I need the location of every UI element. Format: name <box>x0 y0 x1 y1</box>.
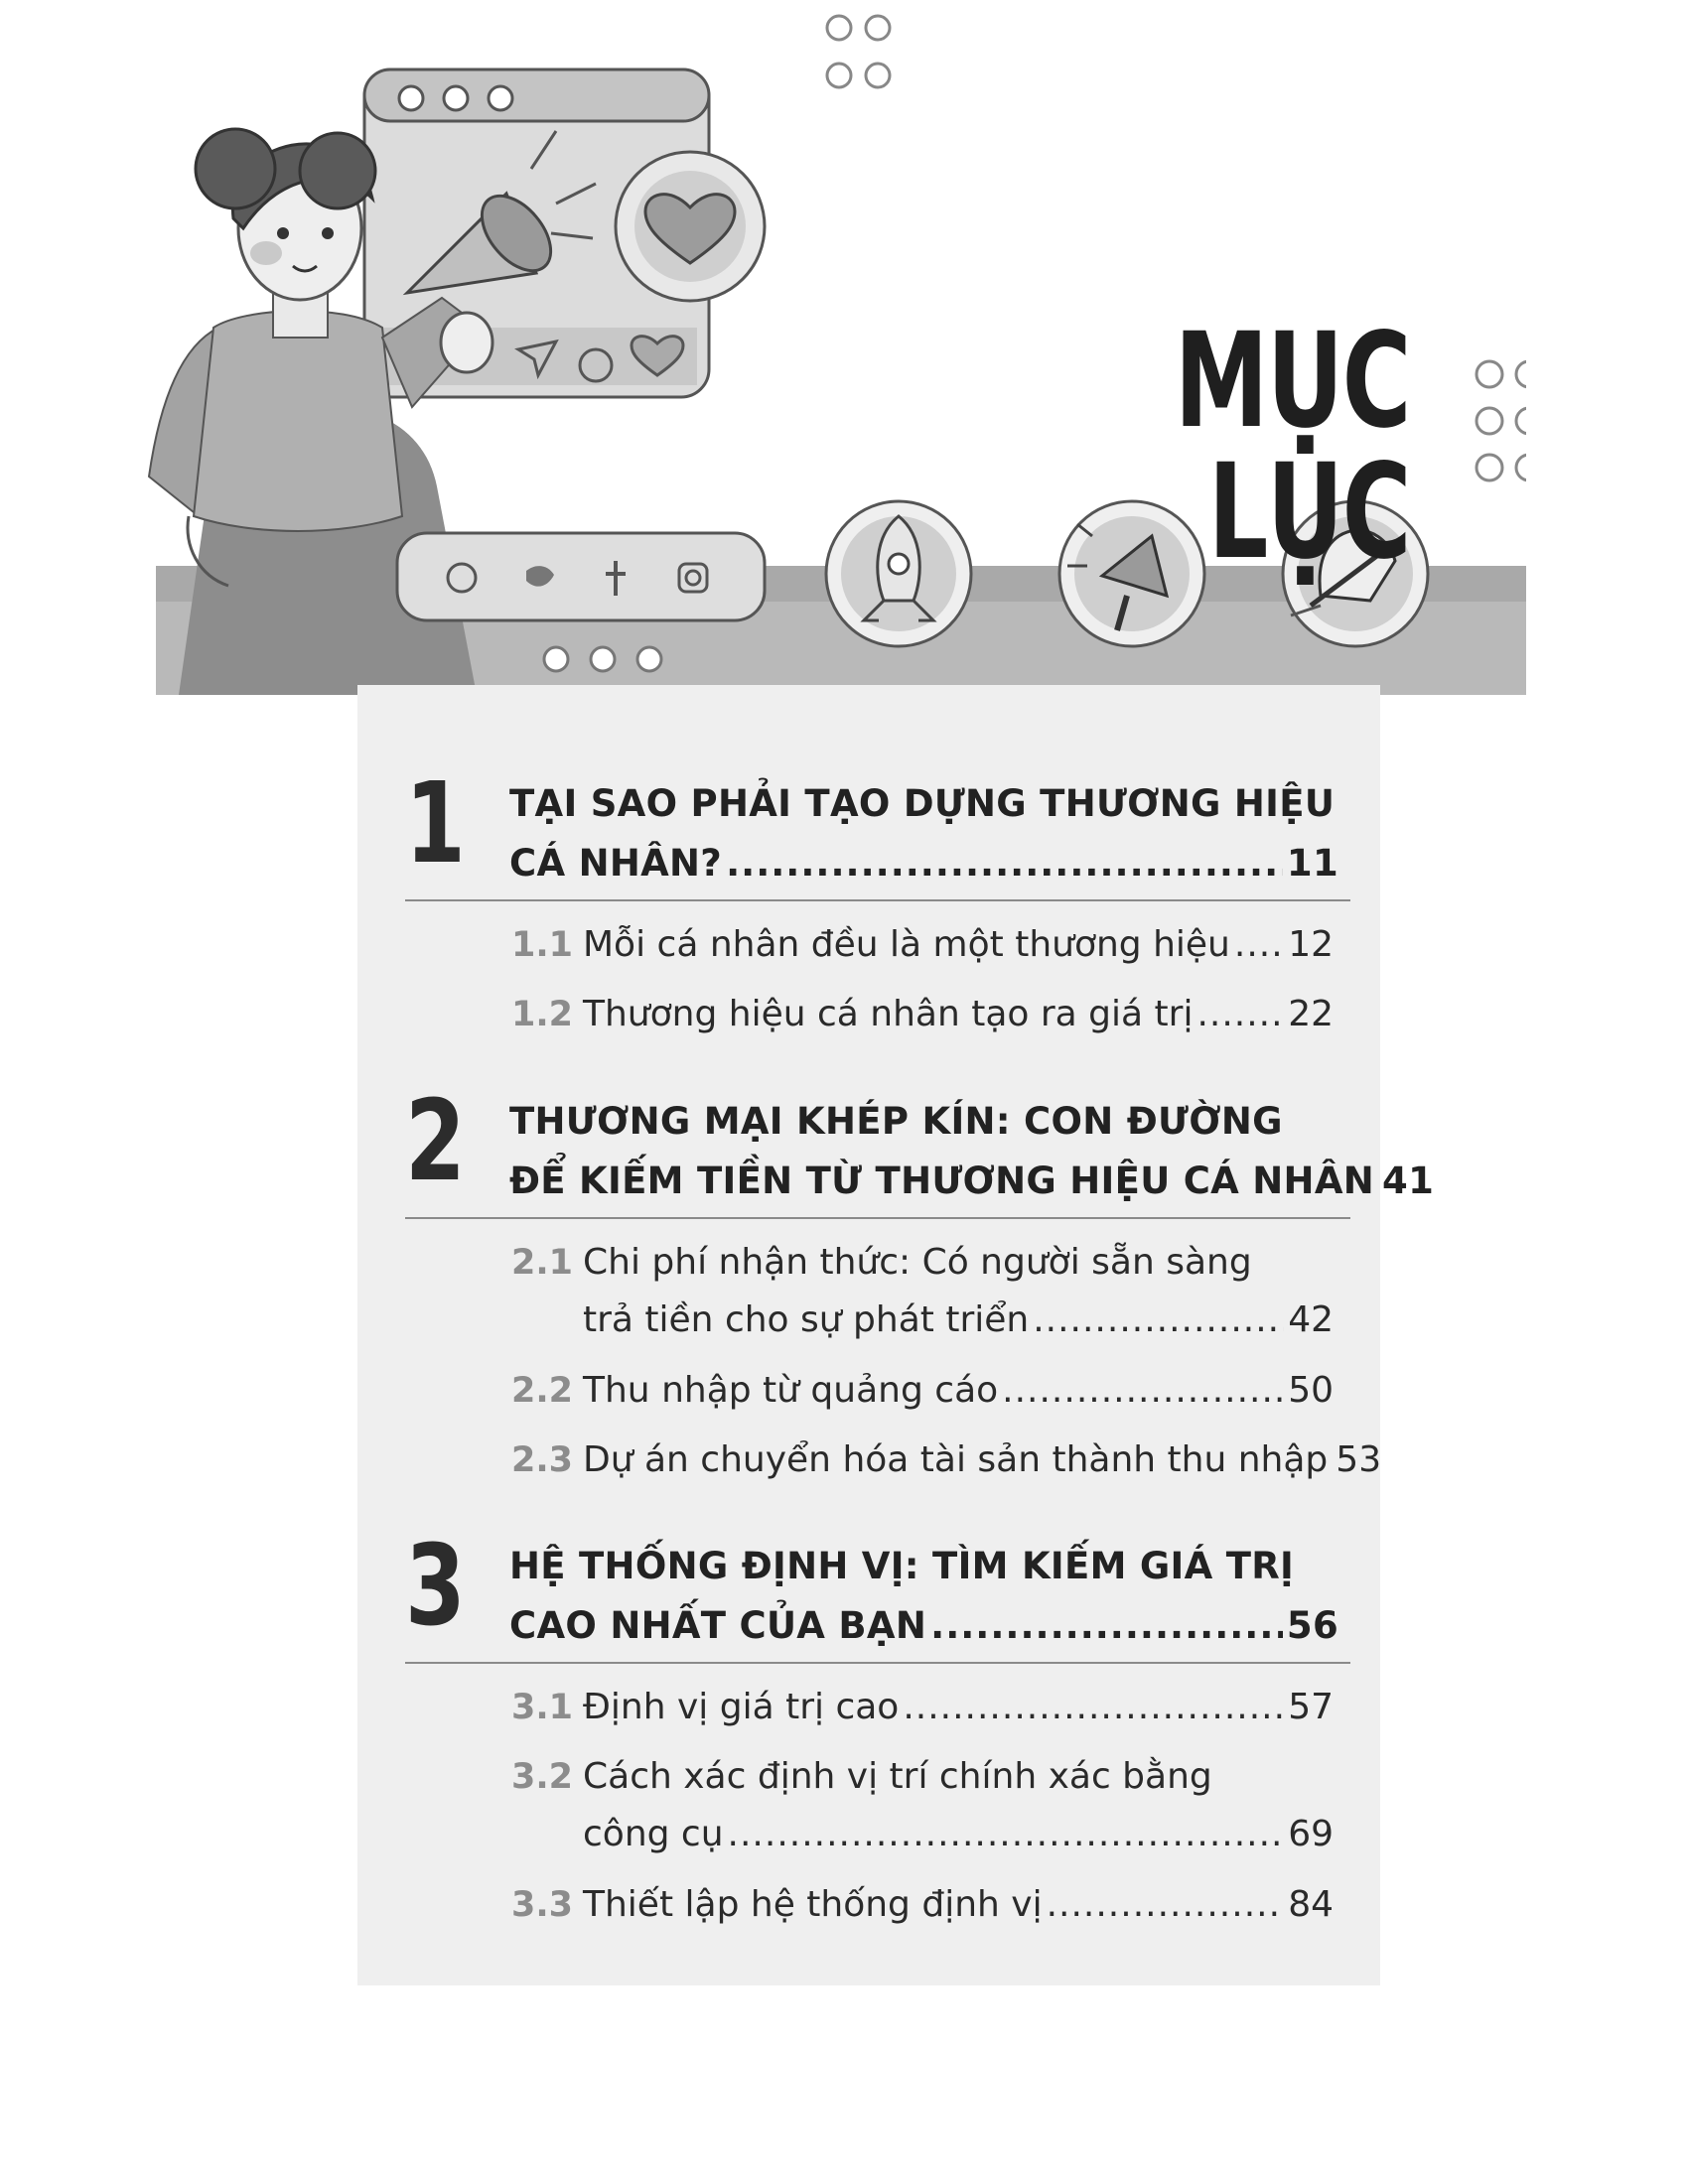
chapter-title-line: ĐỂ KIẾM TIỀN TỪ THƯƠNG HIỆU CÁ NHÂN <box>509 1160 1375 1202</box>
section-title: Cách xác định vị trí chính xác bằng <box>583 1756 1212 1797</box>
section-page-number: 22 <box>1288 994 1334 1034</box>
section-title-cont: công cụ <box>583 1814 724 1854</box>
chapter-title-line: CÁ NHÂN? <box>509 842 723 885</box>
section-page-number: 57 <box>1288 1687 1334 1727</box>
chapter-title <box>509 1537 1338 1656</box>
section-page-number: 12 <box>1288 924 1334 965</box>
dot-leader <box>1002 1362 1284 1420</box>
heart-icon <box>616 152 765 301</box>
chapter-title-line: CAO NHẤT CỦA BẠN <box>509 1604 927 1647</box>
chapter-page-number: 41 <box>1382 1160 1435 1202</box>
section-title: Thu nhập từ quảng cáo <box>583 1370 999 1411</box>
section-number: 2.2 <box>511 1371 574 1411</box>
section-number: 1.1 <box>511 925 574 965</box>
section-title: Thiết lập hệ thống định vị <box>583 1884 1043 1925</box>
section-title: Dự án chuyển hóa tài sản thành thu nhập <box>583 1439 1329 1480</box>
dot-leader <box>903 1679 1284 1736</box>
chapter-page-number: 11 <box>1286 842 1338 885</box>
section-page-number: 42 <box>1288 1299 1334 1340</box>
section-number: 3.2 <box>511 1757 574 1797</box>
dot-leader <box>1234 916 1284 974</box>
decorative-dots-top <box>827 16 890 87</box>
dot-leader <box>1047 1876 1285 1934</box>
dot-leader <box>728 1806 1285 1863</box>
section-title: Chi phí nhận thức: Có người sẵn sàng <box>583 1242 1252 1283</box>
chapter-title-line: HỆ THỐNG ĐỊNH VỊ: TÌM KIẾM GIÁ TRỊ <box>509 1545 1295 1587</box>
section-title: Định vị giá trị cao <box>583 1687 900 1727</box>
chapter-page-number: 56 <box>1286 1604 1338 1647</box>
chapter-title <box>509 1092 1435 1211</box>
dot-leader <box>1196 986 1284 1043</box>
section-number: 3.1 <box>511 1688 574 1727</box>
section-number: 2.3 <box>511 1440 574 1480</box>
section-title: Thương hiệu cá nhân tạo ra giá trị <box>583 994 1194 1034</box>
dot-leader <box>1033 1292 1284 1349</box>
chapter-divider <box>405 1662 1350 1664</box>
section-title-cont: trả tiền cho sự phát triển <box>583 1299 1030 1340</box>
section-page-number: 84 <box>1288 1884 1334 1925</box>
chapter-number: 1 <box>405 759 466 888</box>
section-title: Mỗi cá nhân đều là một thương hiệu <box>583 924 1230 965</box>
header-illustration <box>0 0 1688 715</box>
chapter-title-line: THƯƠNG MẠI KHÉP KÍN: CON ĐƯỜNG <box>509 1100 1283 1143</box>
section-page-number: 50 <box>1288 1370 1334 1411</box>
social-bar <box>397 533 765 620</box>
dot-leader <box>726 834 1283 893</box>
chapter-number: 2 <box>405 1077 466 1206</box>
page-title: MỤC LỤC <box>1174 305 1410 589</box>
section-number: 3.3 <box>511 1885 574 1925</box>
decorative-dots-bottom <box>544 647 661 671</box>
section-number: 1.2 <box>511 995 574 1034</box>
chapter-number: 3 <box>405 1522 466 1651</box>
chapter-divider <box>405 899 1350 901</box>
section-page-number: 53 <box>1336 1439 1382 1480</box>
chapter-divider <box>405 1217 1350 1219</box>
chapter-title-line: TẠI SAO PHẢI TẠO DỰNG THƯƠNG HIỆU <box>509 782 1336 825</box>
chapter-title <box>509 774 1338 893</box>
section-number: 2.1 <box>511 1243 574 1283</box>
section-page-number: 69 <box>1288 1814 1334 1854</box>
rocket-icon <box>826 501 971 646</box>
dot-leader <box>930 1596 1283 1656</box>
